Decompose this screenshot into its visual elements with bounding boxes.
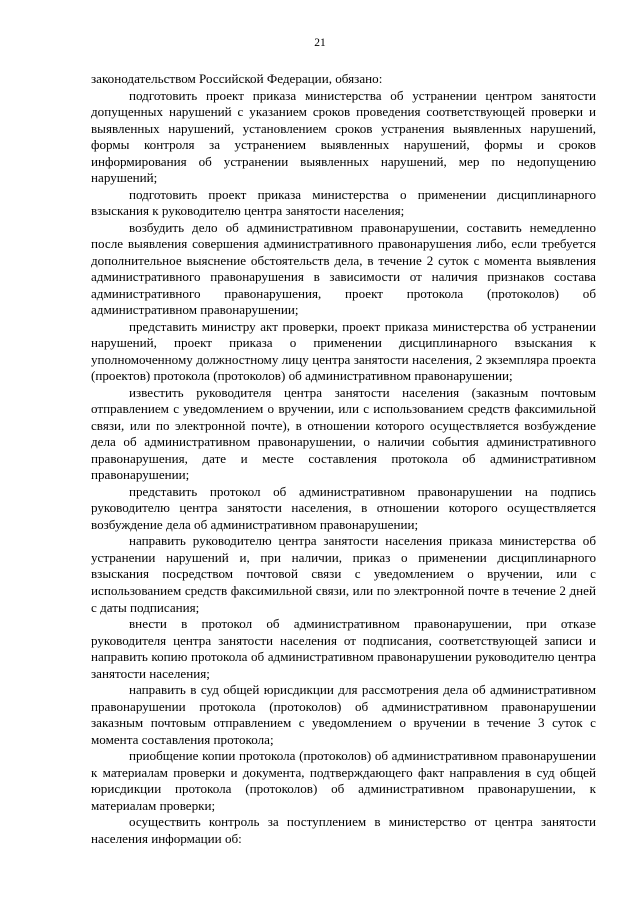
page-number: 21	[314, 37, 326, 49]
paragraph-send-to-court: направить в суд общей юрисдикции для рассмотрения дела об административном правонарушении протокола (протоколов) об административном правонарушении заказным почтовым отправлением с уведомлением о вручении в течение 3 суток с момента составления протокола;	[91, 682, 596, 747]
paragraph-attach-copies: приобщение копии протокола (протоколов) об административном правонарушении к материалам проверки и документа, подтверждающего факт направления в суд общей юрисдикции протокола (протоколов) об административном правонарушении, к материалам проверки;	[91, 748, 596, 813]
paragraph-submit-to-minister: представить министру акт проверки, проект приказа министерства об устранении нарушений, проект приказа о применении дисциплинарного взыскания к уполномоченному должностному лицу центра занятости населения, 2 экземпляра проекта (проектов) протокола (протоколов) об административном правонарушении;	[91, 318, 596, 384]
paragraph-prepare-order-discipline: подготовить проект приказа министерства о применении дисциплинарного взыскания к руководителю центра занятости населения;	[91, 186, 596, 219]
paragraph-intro: законодательством Российской Федерации, обязано:	[91, 71, 383, 86]
paragraph-send-orders: направить руководителю центра занятости населения приказа министерства об устранении нарушений и, при наличии, приказ о применении дисциплинарного взыскания посредством почтовой связи с уведомлением о вручении, или с использованием средств факсимильной связи, или по электронной почте в течение 2 дней с даты подписания;	[91, 533, 596, 615]
paragraph-record-refusal: внести в протокол об административном правонарушении, при отказе руководителя центра занятости населения от подписания, соответствующей записи и направить копию протокола об административном правонарушении руководителю центра занятости населения;	[91, 616, 596, 681]
paragraph-notify-head: известить руководителя центра занятости населения (заказным почтовым отправлением с уведомлением о вручении, или с использованием средств факсимильной связи, или по электронной почте), в отношении которого осуществляется возбуждение дела об административном правонарушении, о наличии события административного правонарушения, дате и месте составления протокола об административном правонарушении;	[91, 384, 596, 483]
document-body	[91, 71, 596, 847]
paragraph-prepare-order-remedy: подготовить проект приказа министерства об устранении центром занятости допущенных нарушений с указанием сроков проведения соответствующей проверки и выявленных нарушений, установлением сроков устранения выявленных нарушений, формы контроля за устранением выявленных нарушений, формы и сроков информирования об устранении выявленных нарушений, мер по недопущению нарушений;	[91, 87, 596, 186]
paragraph-present-protocol: представить протокол об административном правонарушении на подпись руководителю центра занятости населения, в отношении которого осуществляется возбуждение дела об административном правонарушении;	[91, 483, 596, 532]
paragraph-monitor-information: осуществить контроль за поступлением в министерство от центра занятости населения информации об:	[91, 814, 596, 846]
paragraph-initiate-case: возбудить дело об административном правонарушении, составить немедленно после выявления совершения административного правонарушения либо, если требуется дополнительное выяснение обстоятельств дела, в течение 2 суток с момента выявления административного правонарушения в зависимости от наличия признаков состава административного правонарушения, проект протокола (протоколов) об административном правонарушении;	[91, 219, 596, 318]
